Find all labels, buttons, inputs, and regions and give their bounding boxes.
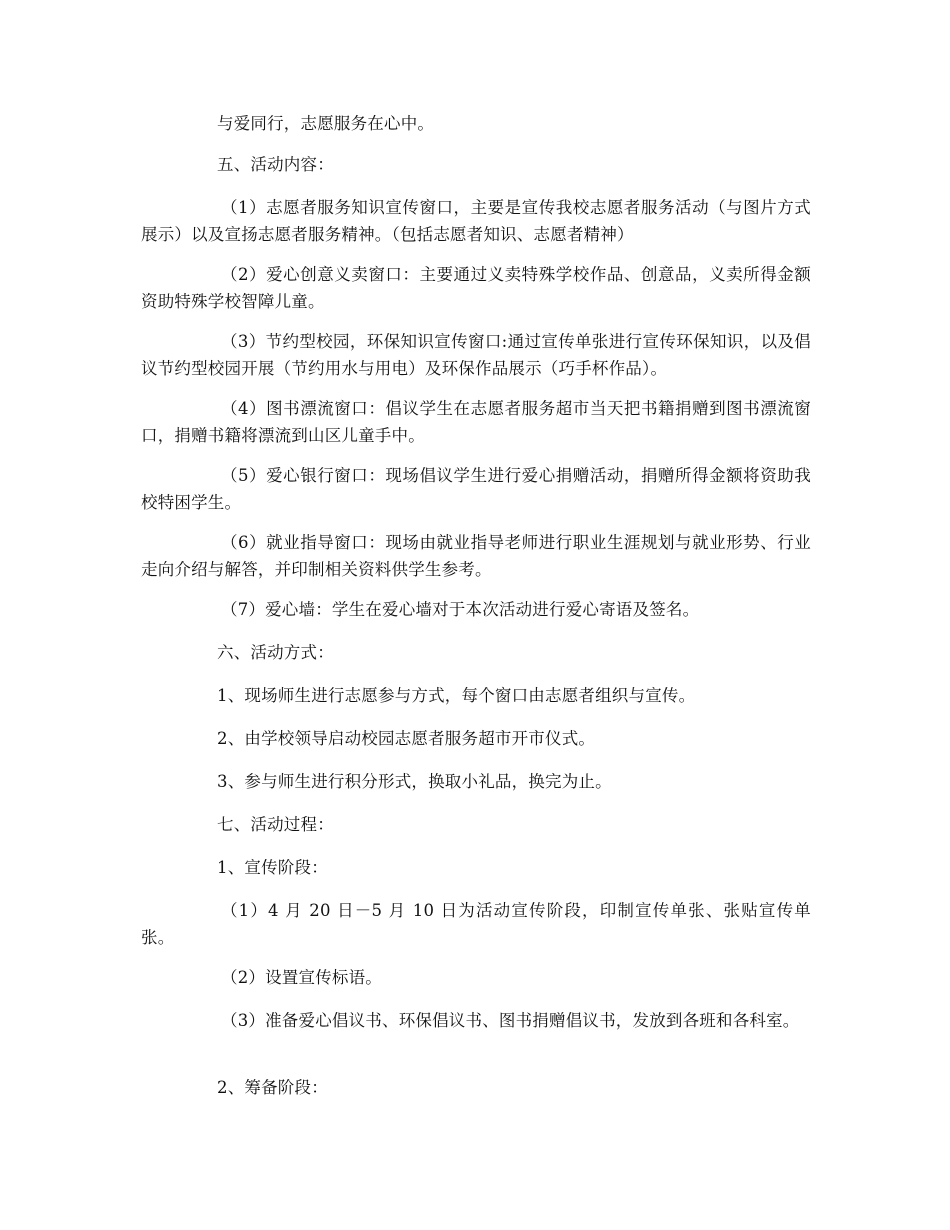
paragraph-method-2: 2、由学校领导启动校园志愿者服务超市开市仪式。 [217,729,596,748]
section-heading-activity-content: 五、活动内容： [217,155,334,174]
paragraph-item-5: （5）爱心银行窗口：现场倡议学生进行爱心捐赠活动，捐赠所得金额将资助我校特困学生。 [141,466,811,512]
paragraph-publicity-3: （3）准备爱心倡议书、环保倡议书、图书捐赠倡议书，发放到各班和各科室。 [221,1011,800,1030]
paragraph-item-2: （2）爱心创意义卖窗口：主要通过义卖特殊学校作品、创意品，义卖所得金额资助特殊学校智障儿童。 [141,265,811,311]
subheading-preparation-stage: 2、筹备阶段： [217,1078,328,1097]
paragraph-method-3: 3、参与师生进行积分形式，换取小礼品，换完为止。 [217,772,612,791]
paragraph-publicity-1: （1）4 月 20 日－5 月 10 日为活动宣传阶段，印制宣传单张、张贴宣传单张。 [141,901,811,947]
paragraph-item-7: （7）爱心墙：学生在爱心墙对于本次活动进行爱心寄语及签名。 [221,600,700,619]
paragraph-item-6: （6）就业指导窗口：现场由就业指导老师进行职业生涯规划与就业形势、行业走向介绍与解答，并印制相关资料供学生参考。 [141,533,811,579]
paragraph-item-1: （1）志愿者服务知识宣传窗口，主要是宣传我校志愿者服务活动（与图片方式展示）以及宣扬志愿者服务精神。（包括志愿者知识、志愿者精神） [141,198,811,244]
paragraph-item-4: （4）图书漂流窗口：倡议学生在志愿者服务超市当天把书籍捐赠到图书漂流窗口，捐赠书籍将漂流到山区儿童手中。 [141,399,811,445]
paragraph-item-3: （3）节约型校园，环保知识宣传窗口:通过宣传单张进行宣传环保知识，以及倡议节约型校园开展（节约用水与用电）及环保作品展示（巧手杯作品）。 [141,332,811,378]
paragraph-intro-line: 与爱同行，志愿服务在心中。 [217,114,435,133]
subheading-publicity-stage: 1、宣传阶段： [217,858,328,877]
paragraph-publicity-2: （2）设置宣传标语。 [221,968,382,987]
section-heading-activity-process: 七、活动过程： [217,815,334,834]
section-heading-activity-method: 六、活动方式： [217,643,334,662]
paragraph-method-1: 1、现场师生进行志愿参与方式，每个窗口由志愿者组织与宣传。 [217,686,696,705]
